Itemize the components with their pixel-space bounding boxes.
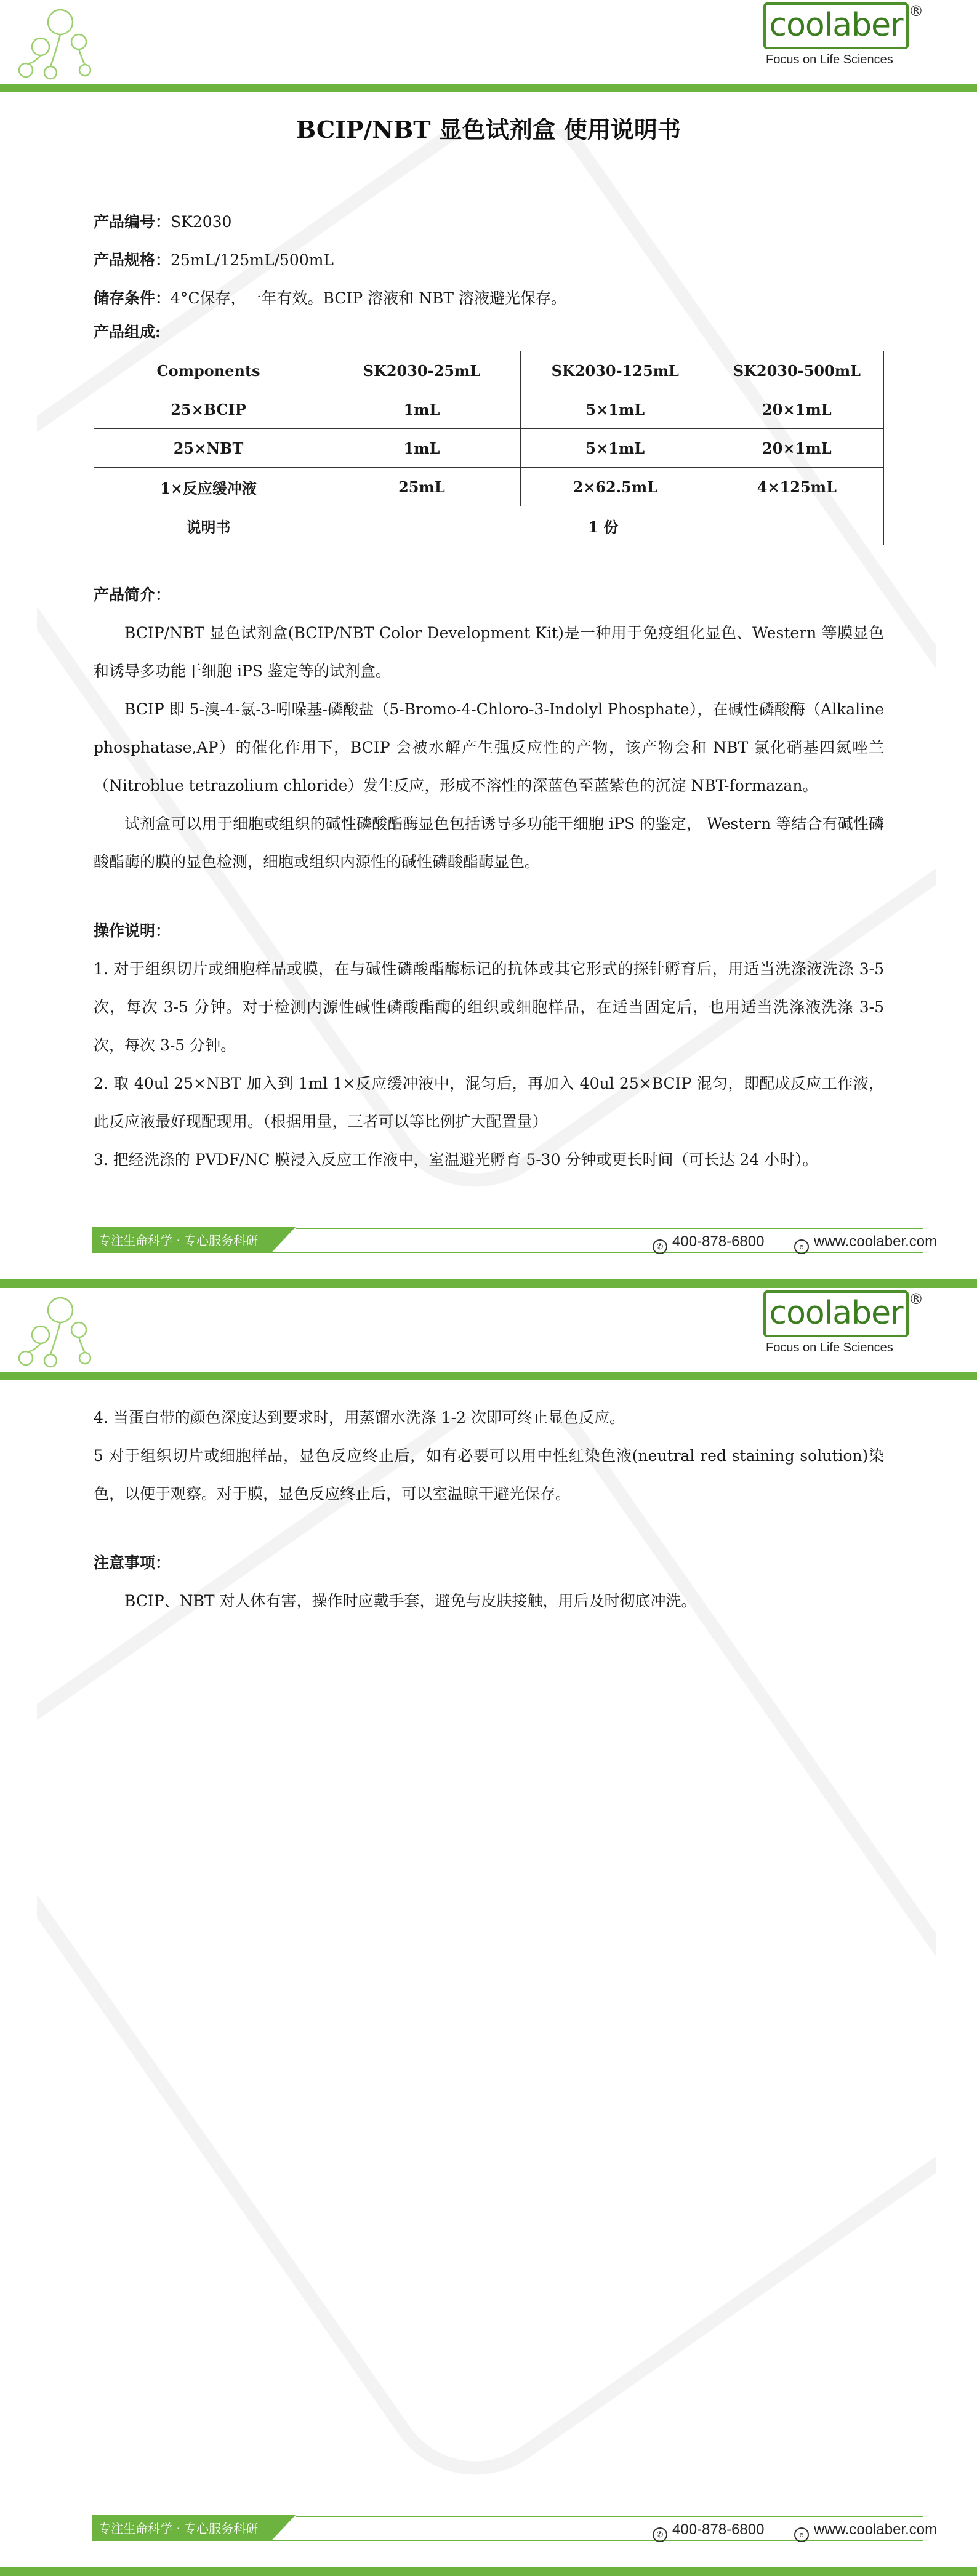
page-2 bbox=[0, 1288, 977, 2576]
storage-line bbox=[94, 279, 884, 318]
registered-mark: ® bbox=[909, 2, 923, 20]
operation-step: 4. 当蛋白带的颜色深度达到要求时，用蒸馏水洗涤 1-2 次即可终止显色反应。 bbox=[94, 1409, 625, 1426]
coolaber-logo bbox=[763, 1290, 954, 1364]
product-code-line bbox=[94, 203, 884, 241]
operation-step: 1. 对于组织切片或细胞样品或膜，在与碱性磷酸酯酶标记的抗体或其它形式的探针孵育后，用适当洗涤液洗涤 3-5 次，每次 3-5 分钟。对于检测内源性碱性磷酸酯酶的组织或细胞样品，在适当固定后，也用适当洗涤液洗涤 3-5 次，每次 3-5 分钟。 bbox=[94, 960, 884, 1054]
footer-website-url: www.coolaber.com bbox=[814, 2521, 938, 2538]
intro-paragraph: BCIP 即 5-溴-4-氯-3-吲哚基-磷酸盐（5-Bromo-4-Chloro-3-Indolyl Phosphate），在碱性磷酸酶（Alkaline phosphatase,AP）的催化作用下，BCIP 会被水解产生强反应性的产物，该产物会和 NBT 氯化硝基四氮唑兰（Nitroblue tetrazolium chloride）发生反应，形成不溶性的深蓝色至蓝紫色的沉淀 NBT-formazan。 bbox=[94, 700, 884, 794]
composition-table bbox=[94, 351, 884, 545]
footer-website bbox=[794, 1233, 937, 1254]
operation-step: 3. 把经洗涤的 PVDF/NC 膜浸入反应工作液中，室温避光孵育 5-30 分钟或更长时间（可长达 24 小时）。 bbox=[94, 1151, 818, 1169]
composition-label: 产品组成: bbox=[94, 323, 161, 341]
operation-heading: 操作说明： bbox=[94, 922, 171, 940]
footer-phone-number: 400-878-6800 bbox=[672, 1233, 765, 1250]
footer-website bbox=[794, 2521, 937, 2542]
footer-green-bar bbox=[0, 1279, 977, 1288]
intro-paragraph: BCIP/NBT 显色试剂盒(BCIP/NBT Color Development Kit)是一种用于免疫组化显色、Western 等膜显色和诱导多功能干细胞 iPS 鉴定等的试剂盒。 bbox=[94, 624, 884, 680]
storage-label: 储存条件： bbox=[94, 289, 171, 307]
table-cell: 4×125mL bbox=[710, 468, 883, 506]
table-row bbox=[94, 429, 884, 468]
table-cell: 1×反应缓冲液 bbox=[94, 468, 323, 506]
logo-tagline: Focus on Life Sciences bbox=[766, 53, 893, 66]
phone-icon: ✆ bbox=[653, 1239, 667, 1254]
intro-paragraph: 试剂盒可以用于细胞或组织的碱性磷酸酯酶显色包括诱导多功能干细胞 iPS 的鉴定， Western 等结合有碱性磷酸酯酶的膜的显色检测，细胞或组织内源性的碱性磷酸酯酶显色。 bbox=[94, 815, 884, 871]
product-spec-label: 产品规格： bbox=[94, 251, 171, 269]
logo-tagline: Focus on Life Sciences bbox=[766, 1341, 893, 1354]
table-cell: 5×1mL bbox=[520, 429, 710, 468]
notes-text: BCIP、NBT 对人体有害，操作时应戴手套，避免与皮肤接触，用后及时彻底冲洗。 bbox=[124, 1592, 697, 1610]
table-cell: 20×1mL bbox=[710, 429, 883, 468]
header-green-bar bbox=[0, 1372, 977, 1380]
footer-slogan: 专注生命科学 · 专心服务科研 bbox=[99, 1233, 259, 1248]
page-footer bbox=[0, 1227, 977, 1288]
table-cell: 1mL bbox=[323, 429, 521, 468]
product-spec-line bbox=[94, 241, 884, 279]
coolaber-logo bbox=[763, 2, 954, 76]
table-cell: 5×1mL bbox=[520, 390, 710, 429]
footer-slogan: 专注生命科学 · 专心服务科研 bbox=[99, 2521, 259, 2536]
page-1-content bbox=[94, 203, 884, 1179]
logo-wordmark: coolaber bbox=[763, 2, 909, 49]
header-bubble-decoration bbox=[12, 1292, 105, 1375]
table-cell: 25×BCIP bbox=[94, 390, 323, 429]
header-bubble-decoration bbox=[12, 4, 105, 87]
table-manual-row bbox=[94, 506, 884, 545]
intro-heading: 产品简介： bbox=[94, 586, 171, 604]
table-header-row bbox=[94, 351, 884, 390]
logo-wordmark: coolaber bbox=[763, 1290, 909, 1337]
product-code-label: 产品编号： bbox=[94, 213, 171, 231]
globe-icon: e bbox=[794, 1239, 809, 1254]
page-footer bbox=[0, 2515, 977, 2576]
footer-website-url: www.coolaber.com bbox=[814, 1233, 938, 1250]
table-cell: 25mL bbox=[323, 468, 521, 506]
globe-icon: e bbox=[794, 2527, 809, 2542]
notes-heading: 注意事项： bbox=[94, 1554, 171, 1572]
operation-step: 5 对于组织切片或细胞样品，显色反应终止后，如有必要可以用中性红染色液(neutral red staining solution)染色，以便于观察。对于膜，显色反应终止后，可以室温晾干避光保存。 bbox=[94, 1447, 884, 1503]
table-cell: 说明书 bbox=[94, 506, 323, 545]
footer-phone bbox=[653, 1233, 764, 1254]
page-2-content bbox=[94, 1399, 884, 1620]
table-header-cell: SK2030-125mL bbox=[520, 351, 710, 390]
footer-green-bar bbox=[0, 2567, 977, 2576]
table-cell: 2×62.5mL bbox=[520, 468, 710, 506]
product-code-value: SK2030 bbox=[171, 213, 232, 231]
table-header-cell: SK2030-500mL bbox=[710, 351, 883, 390]
footer-phone-number: 400-878-6800 bbox=[672, 2521, 765, 2538]
registered-mark: ® bbox=[909, 1290, 923, 1308]
table-row bbox=[94, 468, 884, 506]
header-green-bar bbox=[0, 84, 977, 92]
storage-value: 4°C保存，一年有效。BCIP 溶液和 NBT 溶液避光保存。 bbox=[171, 289, 566, 307]
table-cell: 1mL bbox=[323, 390, 521, 429]
table-row bbox=[94, 390, 884, 429]
product-spec-value: 25mL/125mL/500mL bbox=[171, 251, 334, 269]
table-header-cell: SK2030-25mL bbox=[323, 351, 521, 390]
operation-step: 2. 取 40ul 25×NBT 加入到 1ml 1×反应缓冲液中，混匀后，再加入 40ul 25×BCIP 混匀，即配成反应工作液，此反应液最好现配现用。（根据用量，三者可以等比例扩大配置量） bbox=[94, 1074, 884, 1130]
table-header-cell: Components bbox=[94, 351, 323, 390]
table-cell: 25×NBT bbox=[94, 429, 323, 468]
document-title: BCIP/NBT 显色试剂盒 使用说明书 bbox=[296, 116, 681, 143]
footer-phone bbox=[653, 2521, 764, 2542]
table-cell: 20×1mL bbox=[710, 390, 883, 429]
table-cell: 1 份 bbox=[323, 506, 884, 545]
phone-icon: ✆ bbox=[653, 2527, 667, 2542]
